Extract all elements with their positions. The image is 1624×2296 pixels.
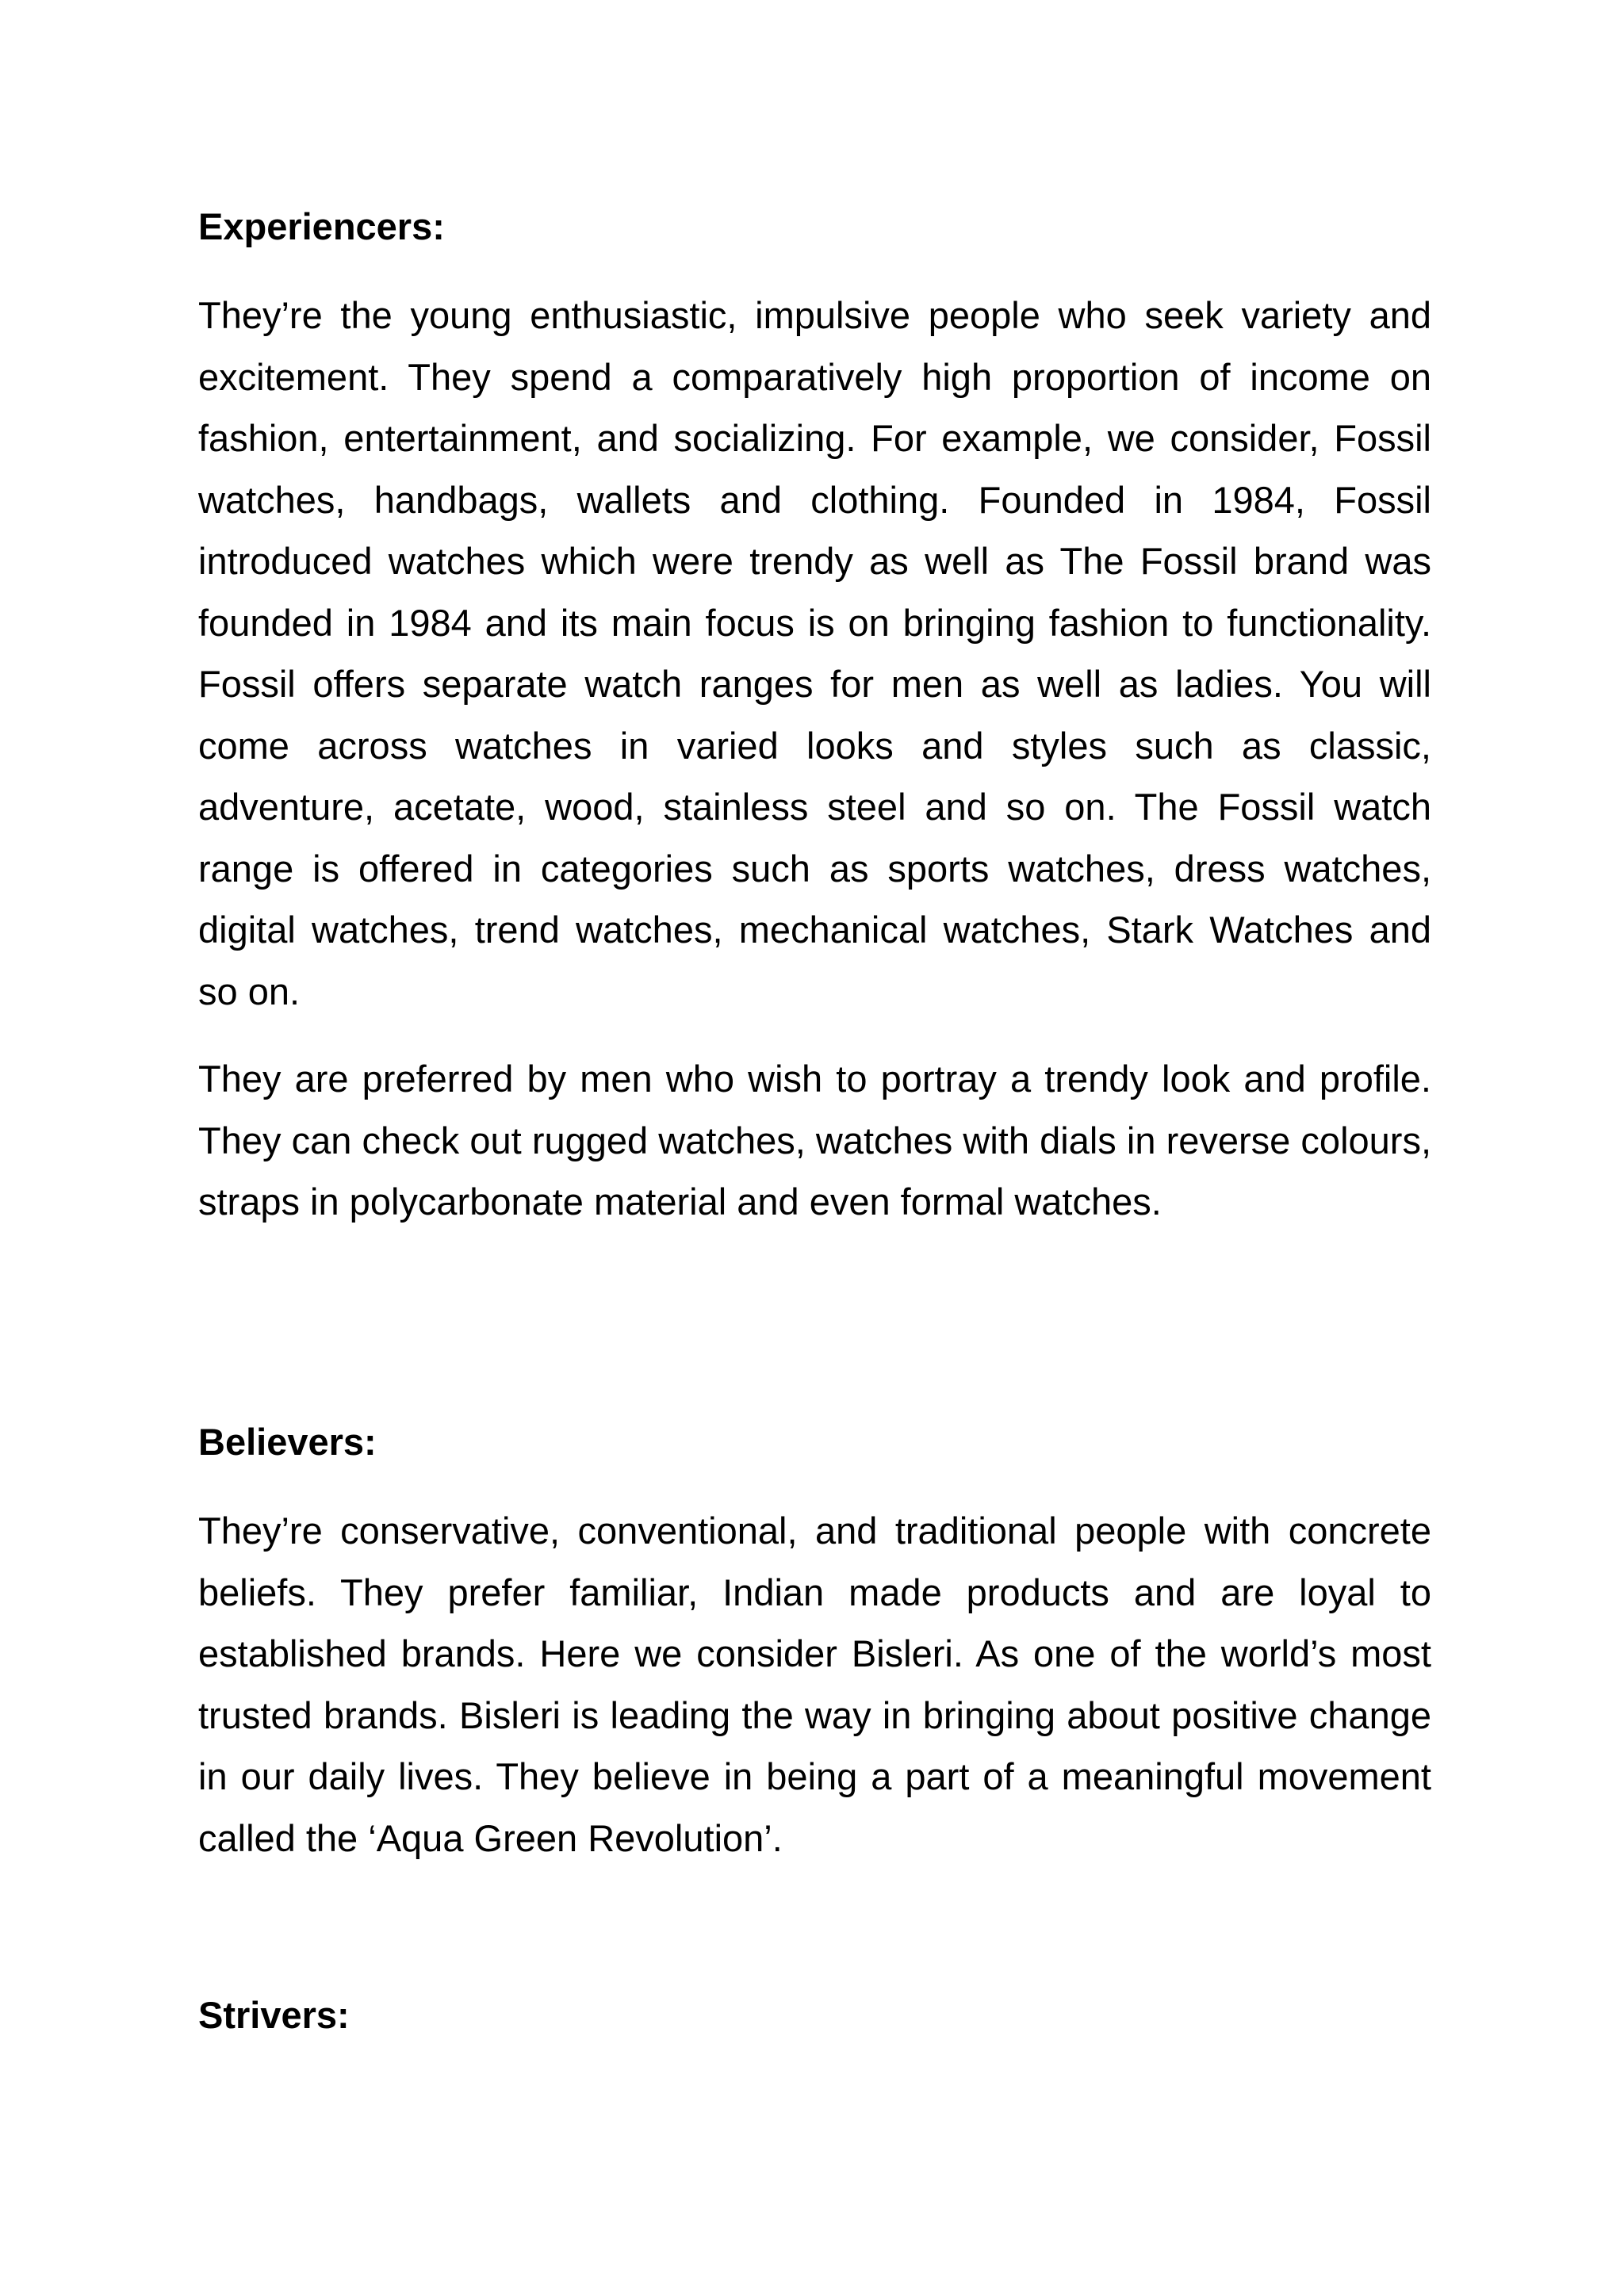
section-heading-experiencers: Experiencers: [198, 205, 445, 247]
section-heading-strivers: Strivers: [198, 1994, 350, 2036]
paragraph-experiencers-men: They are preferred by men who wish to portray a trendy look and profile. They can check out rugged watches, watches with dials in reverse colours, straps in polycarbonate material and even formal watches. [198, 1058, 1431, 1223]
paragraph-experiencers-fossil: They’re the young enthusiastic, impulsive people who seek variety and excitement. They spend a comparatively high proportion of income on fashion, entertainment, and socializing. For example, we consider, Fossil watches, handbags, wallets and clothing. Founded in 1984, Fossil introduced watches which were trendy as well as The Fossil brand was founded in 1984 and its main focus is on bringing fashion to functionality. Fossil offers separate watch ranges for men as well as ladies. You will come across watches in varied looks and styles such as classic, adventure, acetate, wood, stainless steel and so on. The Fossil watch range is offered in categories such as sports watches, dress watches, digital watches, trend watches, mechanical watches, Stark Watches and so on. [198, 294, 1431, 1012]
paragraph-believers-bisleri: They’re conservative, conventional, and traditional people with concrete beliefs. They prefer familiar, Indian made products and are loyal to established brands. Here we consider Bisleri. As one of the world’s most trusted brands. Bisleri is leading the way in bringing about positive change in our daily lives. They believe in being a part of a meaningful movement called the ‘Aqua Green Revolution’. [198, 1510, 1431, 1859]
section-heading-believers: Believers: [198, 1421, 377, 1463]
